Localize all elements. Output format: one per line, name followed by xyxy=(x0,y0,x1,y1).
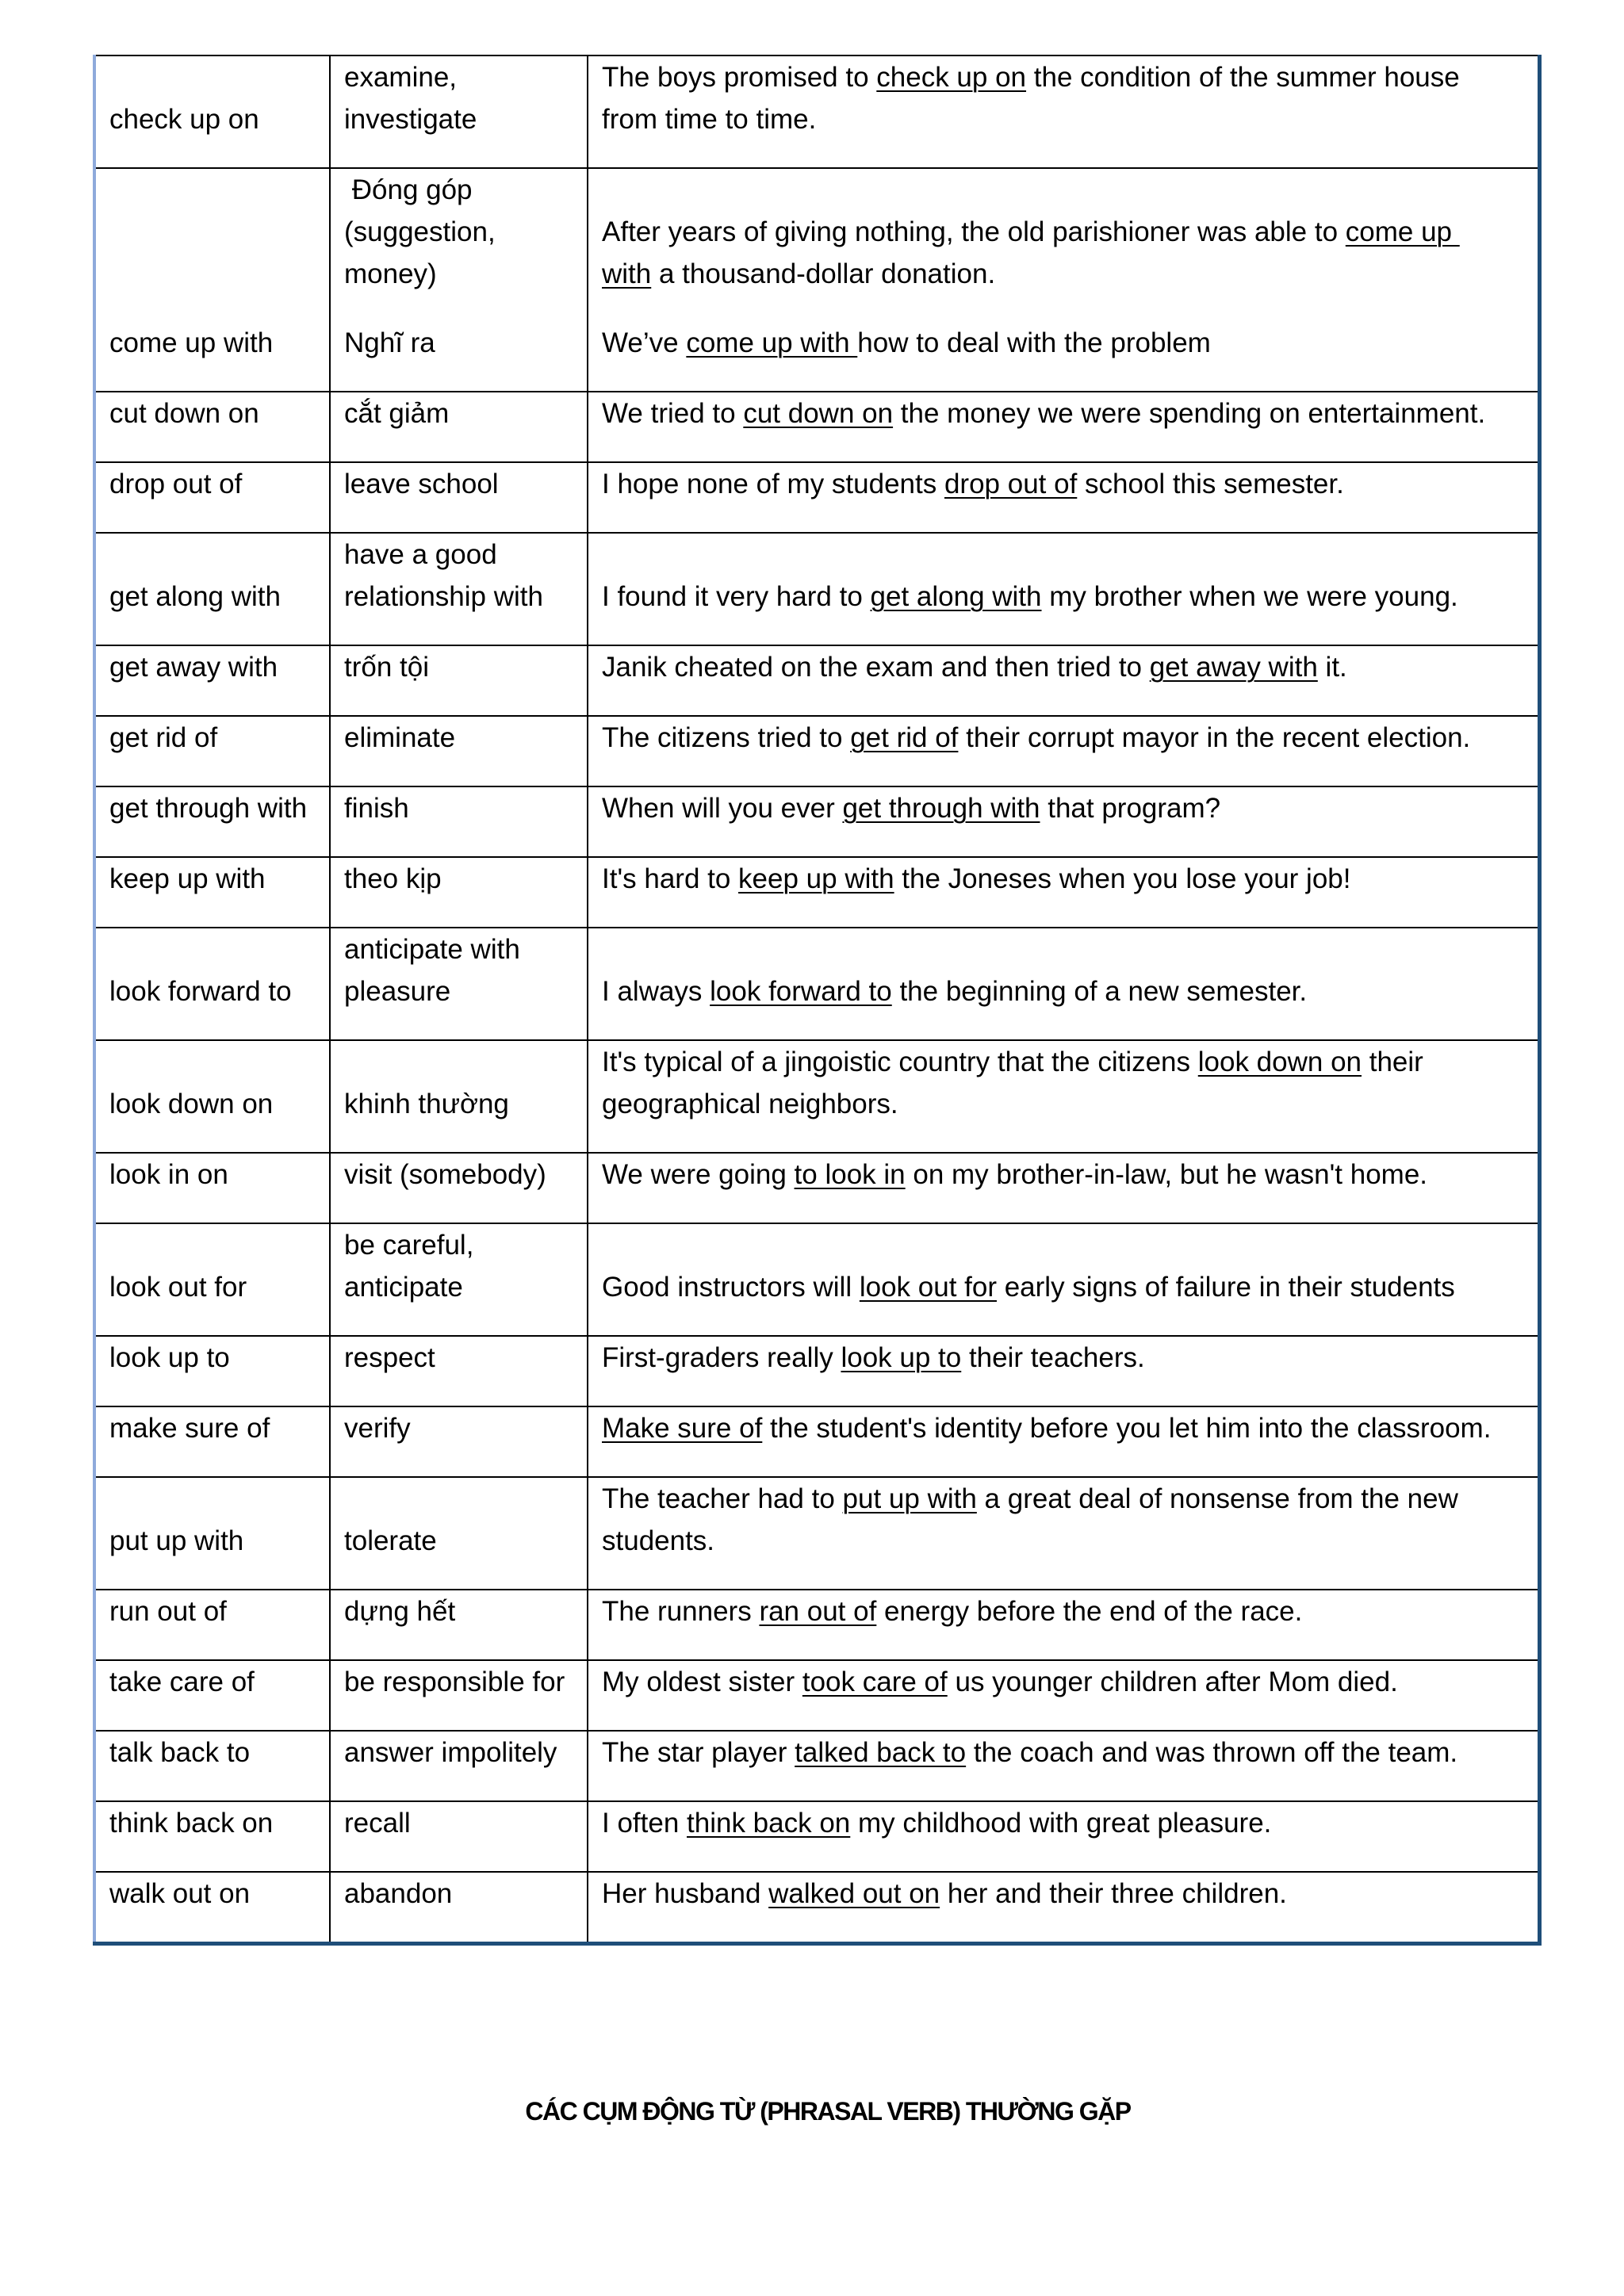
example-sentence xyxy=(602,1266,1533,1308)
example-sentence xyxy=(602,463,1533,505)
example-text-before: I found it very hard to xyxy=(602,581,871,612)
example-text-before: We’ve xyxy=(602,327,687,358)
example-text-after: a great deal of nonsense from the new students. xyxy=(602,1483,1458,1556)
phrase-cell xyxy=(94,1153,330,1223)
example-sentence xyxy=(602,1041,1533,1125)
phrase-cell xyxy=(94,1872,330,1944)
phrasal-verb-text: keep up with xyxy=(109,863,266,894)
phrasal-verb-text: look down on xyxy=(109,1089,274,1119)
phrasal-verb-text: drop out of xyxy=(109,469,243,499)
phrase-cell xyxy=(94,392,330,462)
example-text-before: Janik cheated on the exam and then tried to xyxy=(602,652,1150,683)
example-cell xyxy=(588,645,1539,716)
example-text-after: their geographical neighbors. xyxy=(602,1047,1423,1119)
meaning-text: leave school xyxy=(344,469,499,499)
example-text-before: Good instructors will xyxy=(602,1272,860,1303)
underlined-phrase: ran out of xyxy=(759,1596,877,1627)
example-text-after: energy before the end of the race. xyxy=(876,1596,1303,1627)
meaning-cell xyxy=(330,1872,588,1944)
example-text-before: We tried to xyxy=(602,398,744,429)
meaning-cell xyxy=(330,1223,588,1336)
example-sentence xyxy=(602,970,1533,1012)
phrase-cell xyxy=(94,1477,330,1590)
meaning-text: respect xyxy=(344,1342,435,1373)
section-heading: CÁC CỤM ĐỘNG TỪ (PHRASAL VERB) THƯỜNG GẶP xyxy=(525,2097,1131,2126)
example-text-before: I always xyxy=(602,976,710,1007)
example-cell xyxy=(588,786,1539,857)
phrase-cell xyxy=(94,857,330,928)
example-text-after: her and their three children. xyxy=(940,1878,1287,1909)
example-text-before: After years of giving nothing, the old parishioner was able to xyxy=(602,216,1346,247)
phrase-cell xyxy=(94,462,330,533)
meaning-cell xyxy=(330,533,588,645)
phrase-cell xyxy=(94,1731,330,1801)
example-text-before: First-graders really xyxy=(602,1342,841,1373)
phrase-cell xyxy=(94,1660,330,1731)
phrase-cell xyxy=(94,928,330,1040)
example-text-after: the money we were spending on entertainment. xyxy=(893,398,1486,429)
example-text-after: that program? xyxy=(1040,793,1221,824)
example-cell xyxy=(588,1153,1539,1223)
phrasal-verb-table xyxy=(93,55,1542,1946)
phrase-cell xyxy=(94,1801,330,1872)
example-cell xyxy=(588,1040,1539,1153)
example-text-before: The citizens tried to xyxy=(602,722,851,753)
example-sentence xyxy=(602,1873,1533,1915)
example-text-before: It's hard to xyxy=(602,863,739,894)
phrasal-verb-text: talk back to xyxy=(109,1737,251,1768)
example-sentence xyxy=(602,646,1533,688)
underlined-phrase: check up on xyxy=(876,62,1027,93)
example-text-after: early signs of failure in their students xyxy=(996,1272,1455,1303)
meaning-text: eliminate xyxy=(344,722,456,753)
underlined-phrase: get through with xyxy=(842,793,1040,824)
example-cell xyxy=(588,1590,1539,1660)
example-sentence xyxy=(602,322,1533,364)
meaning-cell xyxy=(330,1477,588,1590)
example-text-before: The boys promised to xyxy=(602,62,877,93)
example-cell xyxy=(588,1223,1539,1336)
phrase-cell xyxy=(94,645,330,716)
example-cell xyxy=(588,1872,1539,1944)
underlined-phrase: come up with xyxy=(686,327,858,358)
phrase-cell xyxy=(94,1040,330,1153)
example-text-after: the student's identity before you let him into the classroom. xyxy=(762,1413,1492,1444)
underlined-phrase: get away with xyxy=(1149,652,1318,683)
meaning-cell xyxy=(330,857,588,928)
phrasal-verb-text: get away with xyxy=(109,652,278,683)
underlined-phrase: keep up with xyxy=(738,863,894,894)
table-row xyxy=(94,392,1539,462)
meaning-cell xyxy=(330,1801,588,1872)
underlined-phrase: cut down on xyxy=(743,398,894,429)
example-text-after: the condition of the summer house from time to time. xyxy=(602,62,1460,135)
meaning-text: tolerate xyxy=(344,1525,437,1556)
phrase-cell xyxy=(94,168,330,392)
table-row xyxy=(94,1590,1539,1660)
example-text-after: a thousand-dollar donation. xyxy=(651,258,996,289)
table-row xyxy=(94,168,1539,392)
example-text-after: us younger children after Mom died. xyxy=(947,1667,1398,1697)
underlined-phrase: look up to xyxy=(841,1342,962,1373)
phrasal-verb-text: look out for xyxy=(109,1272,247,1303)
example-text-after: the Joneses when you lose your job! xyxy=(894,863,1351,894)
underlined-phrase: look forward to xyxy=(710,976,892,1007)
example-sentence xyxy=(602,1732,1533,1774)
example-cell xyxy=(588,1731,1539,1801)
meaning-text: verify xyxy=(344,1413,411,1444)
phrasal-verb-text: cut down on xyxy=(109,398,259,429)
phrasal-verb-text: look forward to xyxy=(109,976,292,1007)
example-text-after: school this semester. xyxy=(1077,469,1344,499)
meaning-cell xyxy=(330,928,588,1040)
example-cell xyxy=(588,1660,1539,1731)
meaning-text: be careful, anticipate xyxy=(344,1230,474,1303)
example-sentence xyxy=(602,1661,1533,1703)
example-sentence xyxy=(602,1802,1533,1844)
example-sentence xyxy=(602,1407,1533,1449)
example-text-after: my childhood with great pleasure. xyxy=(850,1808,1272,1839)
underlined-phrase: to look in xyxy=(794,1159,906,1190)
meaning-cell xyxy=(330,1660,588,1731)
example-sentence xyxy=(602,1154,1533,1196)
table-row xyxy=(94,716,1539,786)
meaning-cell xyxy=(330,1731,588,1801)
meaning-cell xyxy=(330,1590,588,1660)
meaning-text: examine, investigate xyxy=(344,62,477,135)
example-sentence xyxy=(602,1590,1533,1632)
phrasal-verb-text: think back on xyxy=(109,1808,274,1839)
phrase-cell xyxy=(94,1223,330,1336)
meaning-text: finish xyxy=(344,793,409,824)
meaning-text: answer impolitely xyxy=(344,1737,557,1768)
underlined-phrase: Make sure of xyxy=(602,1413,763,1444)
table-row xyxy=(94,1153,1539,1223)
table-row xyxy=(94,1336,1539,1406)
meaning-text: recall xyxy=(344,1808,411,1839)
example-sentence xyxy=(602,392,1533,434)
table-row xyxy=(94,1801,1539,1872)
table-row xyxy=(94,1731,1539,1801)
table-row xyxy=(94,1223,1539,1336)
table-row xyxy=(94,1040,1539,1153)
underlined-phrase: get rid of xyxy=(850,722,959,753)
example-cell xyxy=(588,1477,1539,1590)
example-cell xyxy=(588,462,1539,533)
phrase-cell xyxy=(94,55,330,168)
example-text-before: The teacher had to xyxy=(602,1483,843,1514)
example-text-before: I hope none of my students xyxy=(602,469,944,499)
meaning-text: theo kịp xyxy=(344,863,442,894)
example-cell xyxy=(588,1336,1539,1406)
underlined-phrase: look out for xyxy=(859,1272,997,1303)
meaning-text: anticipate with pleasure xyxy=(344,934,520,1007)
example-text-after: their teachers. xyxy=(961,1342,1145,1373)
underlined-phrase: talked back to xyxy=(795,1737,967,1768)
phrasal-verb-text: look up to xyxy=(109,1342,230,1373)
example-text-before: My oldest sister xyxy=(602,1667,802,1697)
example-text-after: my brother when we were young. xyxy=(1041,581,1458,612)
meaning-text: trốn tội xyxy=(344,652,429,683)
phrasal-verb-text: come up with xyxy=(109,327,274,358)
example-text-after: on my brother-in-law, but he wasn't home. xyxy=(905,1159,1428,1190)
example-sentence xyxy=(602,576,1533,618)
meaning-cell xyxy=(330,716,588,786)
example-text-before: When will you ever xyxy=(602,793,843,824)
example-cell xyxy=(588,1801,1539,1872)
table-row xyxy=(94,645,1539,716)
table-row xyxy=(94,55,1539,168)
meaning-text: have a good relationship with xyxy=(344,539,543,612)
phrase-cell xyxy=(94,786,330,857)
example-sentence xyxy=(602,211,1533,295)
underlined-phrase: walked out on xyxy=(768,1878,940,1909)
meaning-text: dựng hết xyxy=(344,1596,456,1627)
table-row xyxy=(94,1477,1539,1590)
underlined-phrase: get along with xyxy=(870,581,1042,612)
example-text-before: It's typical of a jingoistic country that the citizens xyxy=(602,1047,1198,1077)
meaning-text: khinh thường xyxy=(344,1089,509,1119)
phrase-cell xyxy=(94,716,330,786)
example-text-after: how to deal with the problem xyxy=(857,327,1211,358)
meaning-cell xyxy=(330,168,588,392)
example-text-after: the coach and was thrown off the team. xyxy=(966,1737,1458,1768)
example-cell xyxy=(588,1406,1539,1477)
meaning-cell xyxy=(330,1040,588,1153)
phrasal-verb-text: look in on xyxy=(109,1159,228,1190)
example-cell xyxy=(588,928,1539,1040)
meaning-text: Nghĩ ra xyxy=(344,327,435,358)
meaning-cell xyxy=(330,645,588,716)
example-cell xyxy=(588,857,1539,928)
phrasal-verb-text: run out of xyxy=(109,1596,227,1627)
example-sentence xyxy=(602,56,1533,140)
phrase-cell xyxy=(94,533,330,645)
meaning-text: cắt giảm xyxy=(344,398,450,429)
meaning-cell xyxy=(330,1406,588,1477)
example-cell xyxy=(588,716,1539,786)
underlined-phrase: put up with xyxy=(842,1483,977,1514)
phrasal-verb-text: put up with xyxy=(109,1525,244,1556)
example-sentence xyxy=(602,858,1533,900)
table-row xyxy=(94,1660,1539,1731)
example-text-after: it. xyxy=(1317,652,1347,683)
phrasal-verb-text: walk out on xyxy=(109,1878,251,1909)
phrase-cell xyxy=(94,1590,330,1660)
example-text-before: We were going xyxy=(602,1159,795,1190)
meaning-cell xyxy=(330,392,588,462)
example-sentence xyxy=(602,1337,1533,1379)
underlined-phrase: took care of xyxy=(802,1667,948,1697)
table-row xyxy=(94,786,1539,857)
phrasal-verb-text: get rid of xyxy=(109,722,218,753)
example-cell xyxy=(588,533,1539,645)
example-sentence xyxy=(602,717,1533,759)
meaning-text: be responsible for xyxy=(344,1667,565,1697)
example-cell xyxy=(588,55,1539,168)
meaning-text: visit (somebody) xyxy=(344,1159,546,1190)
example-text-before: I often xyxy=(602,1808,688,1839)
phrasal-verb-text: check up on xyxy=(109,104,259,135)
meaning-cell xyxy=(330,462,588,533)
example-sentence xyxy=(602,1478,1533,1562)
meaning-text: Đóng góp (suggestion, money) xyxy=(344,174,496,289)
table-row xyxy=(94,462,1539,533)
example-cell xyxy=(588,168,1539,392)
phrasal-verb-table-body xyxy=(94,55,1539,1944)
table-row xyxy=(94,533,1539,645)
table-row xyxy=(94,1872,1539,1944)
table-row xyxy=(94,928,1539,1040)
meaning-text: abandon xyxy=(344,1878,453,1909)
phrasal-verb-text: take care of xyxy=(109,1667,255,1697)
example-text-before: The star player xyxy=(602,1737,795,1768)
example-text-after: the beginning of a new semester. xyxy=(891,976,1308,1007)
meaning-cell xyxy=(330,55,588,168)
example-sentence xyxy=(602,787,1533,829)
underlined-phrase: come up with xyxy=(602,216,1453,289)
underlined-phrase: look down on xyxy=(1197,1047,1362,1077)
meaning-cell xyxy=(330,1153,588,1223)
phrase-cell xyxy=(94,1336,330,1406)
underlined-phrase: drop out of xyxy=(944,469,1078,499)
phrase-cell xyxy=(94,1406,330,1477)
phrasal-verb-text: get through with xyxy=(109,793,308,824)
example-cell xyxy=(588,392,1539,462)
example-text-after: their corrupt mayor in the recent election. xyxy=(958,722,1471,753)
table-row xyxy=(94,857,1539,928)
underlined-phrase: think back on xyxy=(687,1808,851,1839)
phrasal-verb-text: make sure of xyxy=(109,1413,270,1444)
table-row xyxy=(94,1406,1539,1477)
phrasal-verb-text: get along with xyxy=(109,581,281,612)
meaning-cell xyxy=(330,786,588,857)
example-text-before: Her husband xyxy=(602,1878,769,1909)
meaning-cell xyxy=(330,1336,588,1406)
example-text-before: The runners xyxy=(602,1596,760,1627)
